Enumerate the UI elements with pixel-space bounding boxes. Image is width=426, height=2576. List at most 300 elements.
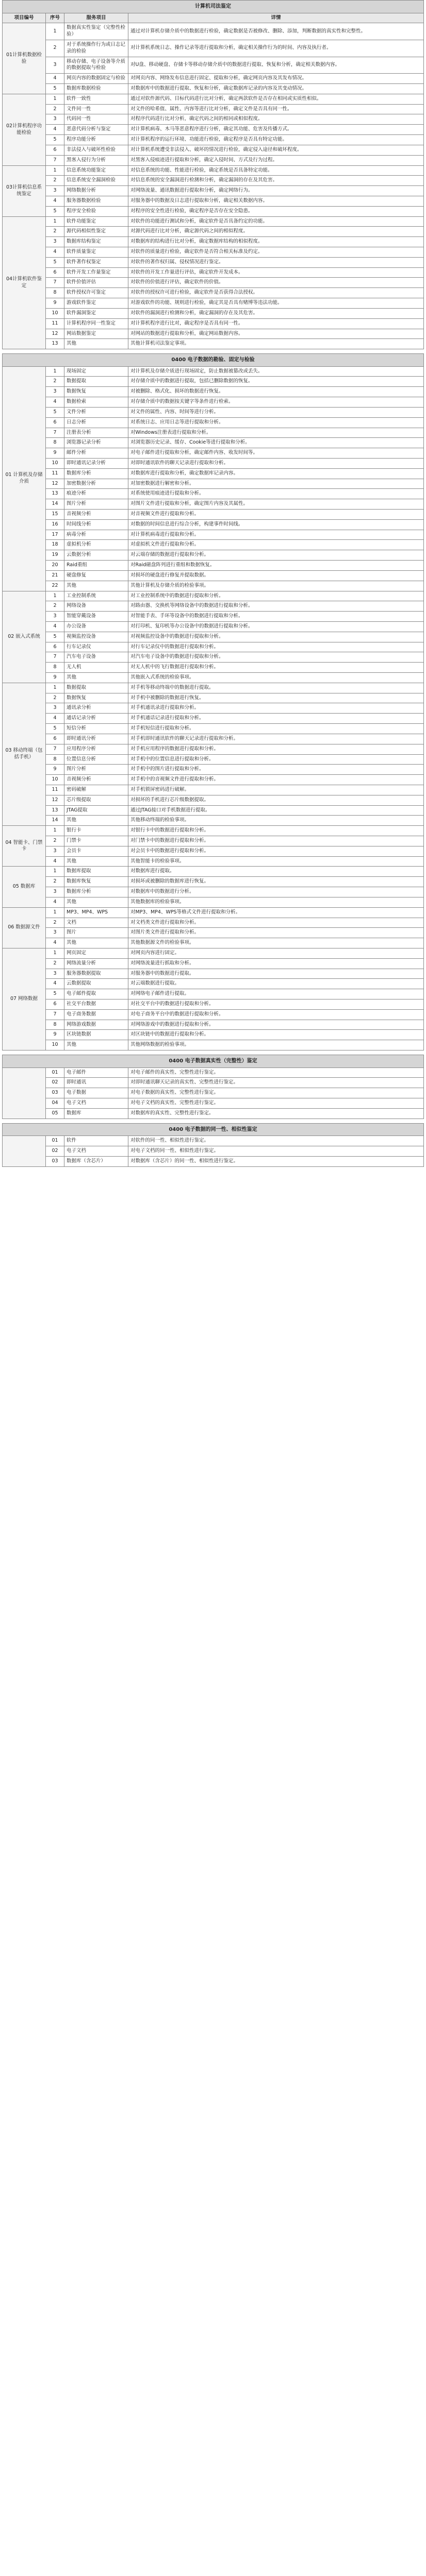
item-number: 1 xyxy=(46,867,64,877)
item-detail: 对服务器中的数据及日志进行提取和分析，确定相关数据内容。 xyxy=(128,196,424,206)
service-item: 云数据分析 xyxy=(64,550,128,561)
service-item: 信息系统安全漏洞检验 xyxy=(64,176,128,186)
table-row xyxy=(3,581,424,591)
item-detail: 对数据库的真实性、完整性进行鉴定。 xyxy=(128,1108,424,1118)
service-item: 数据真实性鉴定（完整性检验） xyxy=(64,23,128,40)
section-table xyxy=(2,353,424,1050)
item-number: 1 xyxy=(46,591,64,601)
table-row xyxy=(3,417,424,428)
category-label: 01 计算机及存储介质 xyxy=(3,366,46,591)
item-number: 11 xyxy=(46,318,64,329)
item-detail: 对路由器、交换机等网络设备中的数据进行提取和分析。 xyxy=(128,601,424,612)
service-item: 黑客入侵行为分析 xyxy=(64,155,128,165)
service-item: 网络设备 xyxy=(64,601,128,612)
table-row xyxy=(3,663,424,673)
section-title: 0400 电子数据真实性（完整性）鉴定 xyxy=(3,1055,424,1068)
table-row xyxy=(3,438,424,448)
service-item: 会员卡 xyxy=(64,846,128,856)
table-row xyxy=(3,897,424,907)
item-detail: 对电子数据的真实性、完整性进行鉴定。 xyxy=(128,1088,424,1098)
table-row xyxy=(3,1146,424,1156)
table-row xyxy=(3,1078,424,1088)
service-item: 源代码相似性鉴定 xyxy=(64,227,128,237)
item-detail: 对汽车电子设备中的数据进行提取和分析。 xyxy=(128,652,424,663)
item-number: 19 xyxy=(46,550,64,561)
item-number: 11 xyxy=(46,785,64,795)
item-number: 4 xyxy=(46,897,64,907)
table-row xyxy=(3,468,424,479)
document-page xyxy=(0,0,426,1171)
item-detail: 对加密数据进行解密和分析。 xyxy=(128,479,424,489)
service-item: 加密数据分析 xyxy=(64,479,128,489)
category-label: 05 数据库 xyxy=(3,867,46,907)
table-row xyxy=(3,550,424,561)
item-number: 22 xyxy=(46,581,64,591)
service-item: 电子商务数据 xyxy=(64,1009,128,1020)
item-number: 5 xyxy=(46,257,64,267)
item-detail: 对云端存储的数据进行提取和分析。 xyxy=(128,550,424,561)
item-detail: 对损坏或被删除的数据库进行恢复。 xyxy=(128,877,424,887)
service-item: 电子数据 xyxy=(64,1088,128,1098)
table-row xyxy=(3,673,424,683)
table-row xyxy=(3,785,424,795)
item-number: 03 xyxy=(46,1156,64,1166)
item-detail: 对网站的数据进行提取和分析，确定网站数据内容。 xyxy=(128,329,424,339)
table-row xyxy=(3,74,424,84)
service-item: 现场固定 xyxy=(64,366,128,377)
item-number: 7 xyxy=(46,278,64,288)
service-item: 应用程序分析 xyxy=(64,744,128,754)
item-detail: 对游戏软件的功能、规则进行检验，确定其是否具有赌博等违法功能。 xyxy=(128,298,424,309)
service-item: 网络流量分析 xyxy=(64,958,128,969)
column-header: 序号 xyxy=(46,13,64,23)
item-detail: 对数据库进行提取。 xyxy=(128,867,424,877)
category-label: 02 嵌入式系统 xyxy=(3,591,46,683)
table-row xyxy=(3,969,424,979)
item-detail: 对软件的开发工作量进行评估，确定软件开发成本。 xyxy=(128,267,424,278)
table-row xyxy=(3,856,424,867)
item-detail: 对手机短信进行提取和分析。 xyxy=(128,724,424,734)
service-item: 软件一致性 xyxy=(64,94,128,104)
table-row xyxy=(3,318,424,329)
item-number: 3 xyxy=(46,969,64,979)
table-row xyxy=(3,530,424,540)
item-number: 01 xyxy=(46,1067,64,1078)
item-detail: 对会员卡中的数据进行提取和分析。 xyxy=(128,846,424,856)
table-row xyxy=(3,84,424,94)
service-item: 服务器数据提取 xyxy=(64,969,128,979)
section-title-row xyxy=(3,1,424,13)
table-row xyxy=(3,186,424,196)
table-row xyxy=(3,621,424,632)
table-row xyxy=(3,499,424,510)
item-detail: 对程序代码进行比对分析，确定代码之间的相同或相似程度。 xyxy=(128,114,424,125)
item-number: 4 xyxy=(46,979,64,989)
table-row xyxy=(3,114,424,125)
item-number: 13 xyxy=(46,805,64,816)
item-detail: 对计算机系统遭受非法侵入、破坏的情况进行检验，确定侵入途径和破坏程度。 xyxy=(128,145,424,155)
service-item: 位置信息分析 xyxy=(64,754,128,765)
category-label: 06 数据源文件 xyxy=(3,907,46,948)
item-detail: 对计算机病毒进行提取和分析。 xyxy=(128,530,424,540)
service-item: 工业控制系统 xyxy=(64,591,128,601)
item-number: 21 xyxy=(46,570,64,581)
table-row xyxy=(3,775,424,785)
item-number: 5 xyxy=(46,407,64,417)
table-row xyxy=(3,683,424,693)
service-item: 视频监控设备 xyxy=(64,632,128,642)
item-detail: 对信息系统的安全漏洞进行检测和分析，确定漏洞的存在及其危害。 xyxy=(128,176,424,186)
service-item: 网络数据分析 xyxy=(64,186,128,196)
item-number: 14 xyxy=(46,816,64,826)
item-number: 4 xyxy=(46,74,64,84)
item-detail: 对MP3、MP4、WPS等格式文件进行提取和分析。 xyxy=(128,907,424,918)
item-number: 2 xyxy=(46,104,64,114)
table-row xyxy=(3,1136,424,1146)
column-header: 服务项目 xyxy=(64,13,128,23)
item-number: 2 xyxy=(46,601,64,612)
column-header: 项目编号 xyxy=(3,13,46,23)
service-item: 软件授权许可鉴定 xyxy=(64,288,128,298)
item-number: 7 xyxy=(46,744,64,754)
item-detail: 对文件的属性、内容、时间等进行分析。 xyxy=(128,407,424,417)
service-item: 即时通讯记录分析 xyxy=(64,458,128,468)
table-row xyxy=(3,135,424,145)
item-number: 9 xyxy=(46,765,64,775)
table-row xyxy=(3,1088,424,1098)
table-row xyxy=(3,458,424,468)
item-detail: 对数据的时间信息进行综合分析，构建事件时间线。 xyxy=(128,519,424,530)
item-number: 2 xyxy=(46,877,64,887)
service-item: 云数据提取 xyxy=(64,979,128,989)
item-detail: 对黑客入侵痕迹进行提取和分析，确定入侵时间、方式及行为过程。 xyxy=(128,155,424,165)
service-item: 密码破解 xyxy=(64,785,128,795)
item-number: 8 xyxy=(46,754,64,765)
item-detail: 其他计算机及存储介质的检验事项。 xyxy=(128,581,424,591)
item-number: 6 xyxy=(46,145,64,155)
item-number: 16 xyxy=(46,519,64,530)
item-detail: 对损坏的硬盘进行修复并提取数据。 xyxy=(128,570,424,581)
item-detail: 对手机中被删除的数据进行恢复。 xyxy=(128,693,424,703)
item-number: 4 xyxy=(46,621,64,632)
section-title-row xyxy=(3,1055,424,1068)
table-row xyxy=(3,958,424,969)
table-row xyxy=(3,601,424,612)
item-number: 11 xyxy=(46,468,64,479)
table-row xyxy=(3,489,424,499)
item-number: 3 xyxy=(46,114,64,125)
item-number: 12 xyxy=(46,329,64,339)
table-row xyxy=(3,754,424,765)
item-number: 03 xyxy=(46,1088,64,1098)
service-item: 其他 xyxy=(64,856,128,867)
item-detail: 对虚拟机文件进行提取和分析。 xyxy=(128,540,424,550)
table-row xyxy=(3,308,424,318)
item-detail: 对计算机程序的运行环境、功能进行检验，确定程序是否具有特定功能。 xyxy=(128,135,424,145)
item-detail: 对社交平台中的数据进行提取和分析。 xyxy=(128,999,424,1010)
item-detail: 对手机即时通讯软件的聊天记录进行提取和分析。 xyxy=(128,734,424,744)
item-detail: 对软件的授权许可进行检验，确定软件是否获得合法授权。 xyxy=(128,288,424,298)
item-number: 1 xyxy=(46,366,64,377)
service-item: 数据库结构鉴定 xyxy=(64,237,128,247)
item-number: 10 xyxy=(46,1040,64,1050)
category-label: 04 智能卡、门禁卡 xyxy=(3,826,46,867)
item-detail: 对Windows注册表进行提取和分析。 xyxy=(128,428,424,438)
service-item: 恶意代码分析与鉴定 xyxy=(64,125,128,135)
item-detail: 对计算机程序进行比对，确定程序是否具有同一性。 xyxy=(128,318,424,329)
service-item: 区块链数据 xyxy=(64,1030,128,1040)
item-detail: 对电子商务平台中的数据进行提取和分析。 xyxy=(128,1009,424,1020)
item-number: 02 xyxy=(46,1078,64,1088)
service-item: 时间线分析 xyxy=(64,519,128,530)
item-number: 9 xyxy=(46,1030,64,1040)
item-detail: 对软件的著作权归属、侵权情况进行鉴定。 xyxy=(128,257,424,267)
item-number: 2 xyxy=(46,176,64,186)
table-row xyxy=(3,612,424,622)
item-number: 5 xyxy=(46,724,64,734)
service-item: 注册表分析 xyxy=(64,428,128,438)
service-item: 计算机程序同一性鉴定 xyxy=(64,318,128,329)
item-detail: 对智能手表、手环等设备中的数据进行提取和分析。 xyxy=(128,612,424,622)
table-row xyxy=(3,227,424,237)
item-detail: 通过JTAG接口对手机数据进行提取。 xyxy=(128,805,424,816)
item-detail: 对被删除、格式化、损坏的数据进行恢复。 xyxy=(128,387,424,397)
item-number: 7 xyxy=(46,155,64,165)
service-item: 痕迹分析 xyxy=(64,489,128,499)
table-row xyxy=(3,1156,424,1166)
item-detail: 对数据库进行提取和分析，确定数据库记录内容。 xyxy=(128,468,424,479)
table-row xyxy=(3,877,424,887)
table-row xyxy=(3,479,424,489)
item-detail: 对计算机及存储介质进行现场固定，防止数据被篡改或丢失。 xyxy=(128,366,424,377)
service-item: 日志分析 xyxy=(64,417,128,428)
item-detail: 对工业控制系统中的数据进行提取和分析。 xyxy=(128,591,424,601)
item-number: 4 xyxy=(46,397,64,408)
table-row xyxy=(3,1040,424,1050)
service-item: 数据库提取 xyxy=(64,867,128,877)
item-detail: 对存储介质中的数据进行提取，包括已删除数据的恢复。 xyxy=(128,377,424,387)
item-detail: 对系统日志、应用日志等进行提取和分析。 xyxy=(128,417,424,428)
item-number: 1 xyxy=(46,948,64,958)
service-item: 数据恢复 xyxy=(64,693,128,703)
item-detail: 对手机应用程序的数据进行提取和分析。 xyxy=(128,744,424,754)
table-row xyxy=(3,918,424,928)
table-row xyxy=(3,267,424,278)
item-detail: 对云端数据进行提取。 xyxy=(128,979,424,989)
service-item: 门禁卡 xyxy=(64,836,128,846)
table-row xyxy=(3,1108,424,1118)
service-item: MP3、MP4、WPS xyxy=(64,907,128,918)
service-item: 软件漏洞鉴定 xyxy=(64,308,128,318)
item-detail: 对网页内容、网络发布信息进行固定、提取和分析，确定网页内容及其发布情况。 xyxy=(128,74,424,84)
table-row xyxy=(3,836,424,846)
item-detail: 对区块链中的数据进行提取和分析。 xyxy=(128,1030,424,1040)
section-table xyxy=(2,0,424,349)
table-row xyxy=(3,377,424,387)
service-item: JTAG提取 xyxy=(64,805,128,816)
table-row xyxy=(3,206,424,216)
item-detail: 通过对计算机存储介质中的数据进行检验，确定数据是否被修改、删除、添加，判断数据的真实性和完整性。 xyxy=(128,23,424,40)
section-spacer xyxy=(2,1050,424,1055)
table-row xyxy=(3,734,424,744)
category-label: 07 网络数据 xyxy=(3,948,46,1050)
item-number: 6 xyxy=(46,642,64,652)
service-item: 电子文档 xyxy=(64,1146,128,1156)
section-spacer xyxy=(2,1119,424,1123)
table-row xyxy=(3,907,424,918)
service-item: 芯片级提取 xyxy=(64,795,128,805)
table-row xyxy=(3,510,424,520)
item-number: 18 xyxy=(46,540,64,550)
item-detail: 对电子文档的同一性、相似性进行鉴定。 xyxy=(128,1146,424,1156)
item-number: 8 xyxy=(46,438,64,448)
item-number: 3 xyxy=(46,186,64,196)
service-item: 数据库 xyxy=(64,1108,128,1118)
table-row xyxy=(3,237,424,247)
item-detail: 其他数据源文件的检验事项。 xyxy=(128,938,424,948)
item-detail: 对电子邮件进行提取和分析，确定邮件内容、收发时间等。 xyxy=(128,448,424,459)
item-detail: 其他移动终端的检验事项。 xyxy=(128,816,424,826)
service-item: 数据提取 xyxy=(64,683,128,693)
item-detail: 对软件的功能进行测试和分析，确定软件是否具备约定的功能。 xyxy=(128,216,424,227)
service-item: 即时通讯 xyxy=(64,1078,128,1088)
item-detail: 对手机通话记录进行提取和分析。 xyxy=(128,714,424,724)
service-item: Raid重组 xyxy=(64,561,128,571)
item-number: 7 xyxy=(46,1009,64,1020)
service-item: 软件质量鉴定 xyxy=(64,247,128,258)
service-item: 数据库分析 xyxy=(64,468,128,479)
item-detail: 对软件的质量进行检验，确定软件是否符合相关标准及约定。 xyxy=(128,247,424,258)
service-item: 音视频分析 xyxy=(64,510,128,520)
item-detail: 对数据库中的数据进行提取、恢复和分析，确定数据库记录的内容及其变动情况。 xyxy=(128,84,424,94)
service-item: 行车记录仪 xyxy=(64,642,128,652)
table-row xyxy=(3,176,424,186)
service-item: 网页固定 xyxy=(64,948,128,958)
service-item: 即时通讯分析 xyxy=(64,734,128,744)
service-item: 文件同一性 xyxy=(64,104,128,114)
table-row xyxy=(3,298,424,309)
item-detail: 其他网络数据的检验事项。 xyxy=(128,1040,424,1050)
item-number: 4 xyxy=(46,196,64,206)
table-header-row xyxy=(3,13,424,23)
table-row xyxy=(3,216,424,227)
item-detail: 其他嵌入式系统的检验事项。 xyxy=(128,673,424,683)
table-row xyxy=(3,744,424,754)
table-row xyxy=(3,826,424,836)
item-detail: 对软件的同一性、相似性进行鉴定。 xyxy=(128,1136,424,1146)
item-detail: 对程序的安全性进行检验，确定程序是否存在安全隐患。 xyxy=(128,206,424,216)
table-row xyxy=(3,999,424,1010)
item-number: 9 xyxy=(46,448,64,459)
item-number: 1 xyxy=(46,683,64,693)
item-number: 01 xyxy=(46,1136,64,1146)
item-detail: 对即时通讯软件的聊天记录进行提取和分析。 xyxy=(128,458,424,468)
table-row xyxy=(3,1030,424,1040)
table-row xyxy=(3,948,424,958)
item-detail: 其他数据库的检验事项。 xyxy=(128,897,424,907)
table-row xyxy=(3,104,424,114)
item-detail: 对视频监控设备中的数据进行提取和分析。 xyxy=(128,632,424,642)
category-label: 01计算机数据检验 xyxy=(3,23,46,94)
table-row xyxy=(3,591,424,601)
service-item: 银行卡 xyxy=(64,826,128,836)
item-number: 1 xyxy=(46,23,64,40)
service-item: 邮件分析 xyxy=(64,448,128,459)
table-row xyxy=(3,887,424,897)
category-label: 04计算机软件鉴定 xyxy=(3,216,46,349)
item-number: 5 xyxy=(46,989,64,999)
item-number: 10 xyxy=(46,458,64,468)
item-number: 3 xyxy=(46,703,64,714)
item-number: 5 xyxy=(46,84,64,94)
service-item: 短信分析 xyxy=(64,724,128,734)
service-item: 对于系统操作行为或日志记录的检验 xyxy=(64,40,128,57)
item-number: 5 xyxy=(46,632,64,642)
item-number: 05 xyxy=(46,1108,64,1118)
item-number: 8 xyxy=(46,288,64,298)
item-number: 7 xyxy=(46,428,64,438)
item-detail: 对软件的漏洞进行检测和分析，确定漏洞的存在及其危害。 xyxy=(128,308,424,318)
service-item: 数据库恢复 xyxy=(64,877,128,887)
table-row xyxy=(3,989,424,999)
service-item: 其他 xyxy=(64,1040,128,1050)
item-detail: 对手机等移动终端中的数据进行提取。 xyxy=(128,683,424,693)
table-row xyxy=(3,329,424,339)
table-row xyxy=(3,387,424,397)
service-item: 病毒分析 xyxy=(64,530,128,540)
service-item: 浏览器记录分析 xyxy=(64,438,128,448)
service-item: 硬盘修复 xyxy=(64,570,128,581)
item-number: 2 xyxy=(46,693,64,703)
table-row xyxy=(3,570,424,581)
item-detail: 对计算机病毒、木马等恶意程序进行分析，确定其功能、危害及传播方式。 xyxy=(128,125,424,135)
section-title: 0400 电子数据的同一性、相似性鉴定 xyxy=(3,1123,424,1136)
item-detail: 对图片文件进行提取和分析，确定图片内容及其属性。 xyxy=(128,499,424,510)
item-number: 10 xyxy=(46,775,64,785)
service-item: 移动存储、电子设备等介质的数据提取与检验 xyxy=(64,57,128,74)
item-detail: 对电子文档的真实性、完整性进行鉴定。 xyxy=(128,1098,424,1109)
item-detail: 对网络流量进行抓取和分析。 xyxy=(128,958,424,969)
item-number: 02 xyxy=(46,1146,64,1156)
service-item: 电子邮件 xyxy=(64,1067,128,1078)
item-detail: 对文件的哈希值、属性、内容等进行比对分析，确定文件是否具有同一性。 xyxy=(128,104,424,114)
item-number: 3 xyxy=(46,57,64,74)
service-item: 图片 xyxy=(64,928,128,938)
table-row xyxy=(3,40,424,57)
section-spacer xyxy=(2,349,424,353)
item-number: 3 xyxy=(46,846,64,856)
item-detail: 对损坏的手机进行芯片级数据提取。 xyxy=(128,795,424,805)
table-row xyxy=(3,846,424,856)
service-item: 数据提取 xyxy=(64,377,128,387)
service-item: 软件价值评估 xyxy=(64,278,128,288)
service-item: 图片分析 xyxy=(64,499,128,510)
table-row xyxy=(3,407,424,417)
item-number: 13 xyxy=(46,489,64,499)
item-number: 17 xyxy=(46,530,64,540)
item-number: 4 xyxy=(46,125,64,135)
table-row xyxy=(3,366,424,377)
item-detail: 对音视频文件进行提取和分析。 xyxy=(128,510,424,520)
item-number: 7 xyxy=(46,652,64,663)
table-row xyxy=(3,196,424,206)
service-item: 代码同一性 xyxy=(64,114,128,125)
table-row xyxy=(3,867,424,877)
item-number: 3 xyxy=(46,387,64,397)
service-item: 其他 xyxy=(64,581,128,591)
service-item: 软件开发工作量鉴定 xyxy=(64,267,128,278)
table-row xyxy=(3,448,424,459)
